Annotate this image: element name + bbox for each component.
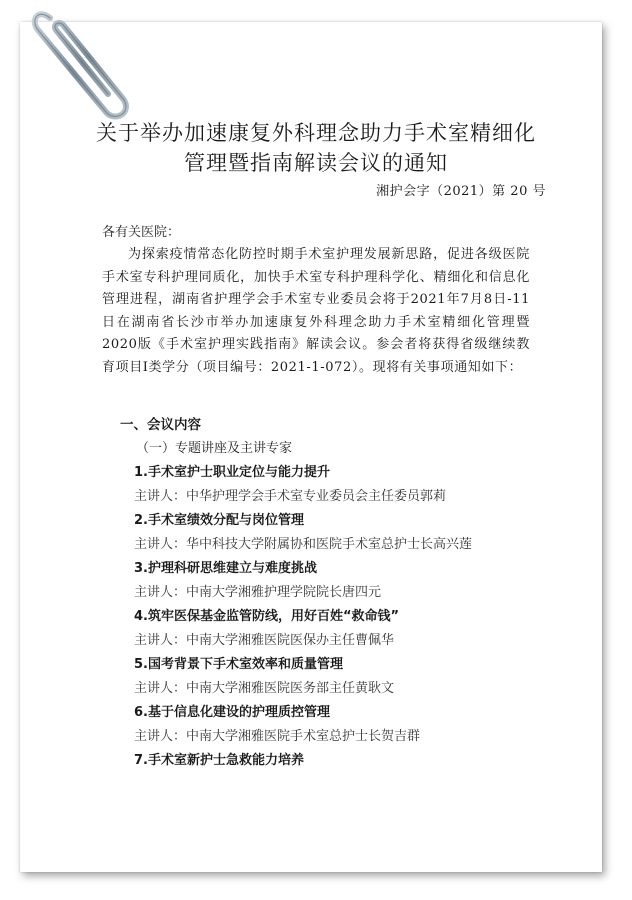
salutation: 各有关医院： xyxy=(102,225,181,240)
topic-title: 4.筑牢医保基金监管防线，用好百姓“救命钱” xyxy=(134,609,400,624)
topic-title: 1.手术室护士职业定位与能力提升 xyxy=(134,465,330,480)
topic-title: 6.基于信息化建设的护理质控管理 xyxy=(134,705,330,720)
topic-speaker: 主讲人：华中科技大学附属协和医院手术室总护士长高兴莲 xyxy=(134,537,473,552)
subsection1-heading: （一）专题讲座及主讲专家 xyxy=(136,441,293,456)
intro-paragraph: 为探索疫情常态化防控时期手术室护理发展新思路，促进各级医院手术室专科护理同质化，加快手术室专科护理科学化、精细化和信息化管理进程，湖南省护理学会手术室专业委员会将于2021年7月8日-11日在湖南省长沙市举办加速康复外科理念助力手术室精细化管理暨2020版《手术室护理实践指南》解读会议。参会者将获得省级继续教育项目I类学分（项目编号：2021-1-072）。现将有关事项通知如下： xyxy=(102,247,530,375)
topic-title: 2.手术室绩效分配与岗位管理 xyxy=(134,513,304,528)
document-number: 湘护会字（2021）第 20 号 xyxy=(376,184,546,199)
topic-title: 5.国考背景下手术室效率和质量管理 xyxy=(134,657,343,672)
topic-speaker: 主讲人：中南大学湘雅医院医务部主任黄耿文 xyxy=(134,681,395,696)
document-title-line2: 管理暨指南解读会议的通知 xyxy=(184,151,448,175)
topic-speaker: 主讲人：中南大学湘雅护理学院院长唐四元 xyxy=(134,585,382,600)
topic-speaker: 主讲人：中华护理学会手术室专业委员会主任委员郭莉 xyxy=(134,489,447,504)
section1-heading: 一、会议内容 xyxy=(120,417,201,433)
topic-title: 3.护理科研思维建立与难度挑战 xyxy=(134,561,317,576)
topic-title: 7.手术室新护士急救能力培养 xyxy=(134,753,304,768)
topic-speaker: 主讲人：中南大学湘雅医院医保办主任曹佩华 xyxy=(134,633,395,648)
document-title-line1: 关于举办加速康复外科理念助力手术室精细化 xyxy=(96,121,536,145)
topic-speaker: 主讲人：中南大学湘雅医院手术室总护士长贺吉群 xyxy=(134,729,421,744)
